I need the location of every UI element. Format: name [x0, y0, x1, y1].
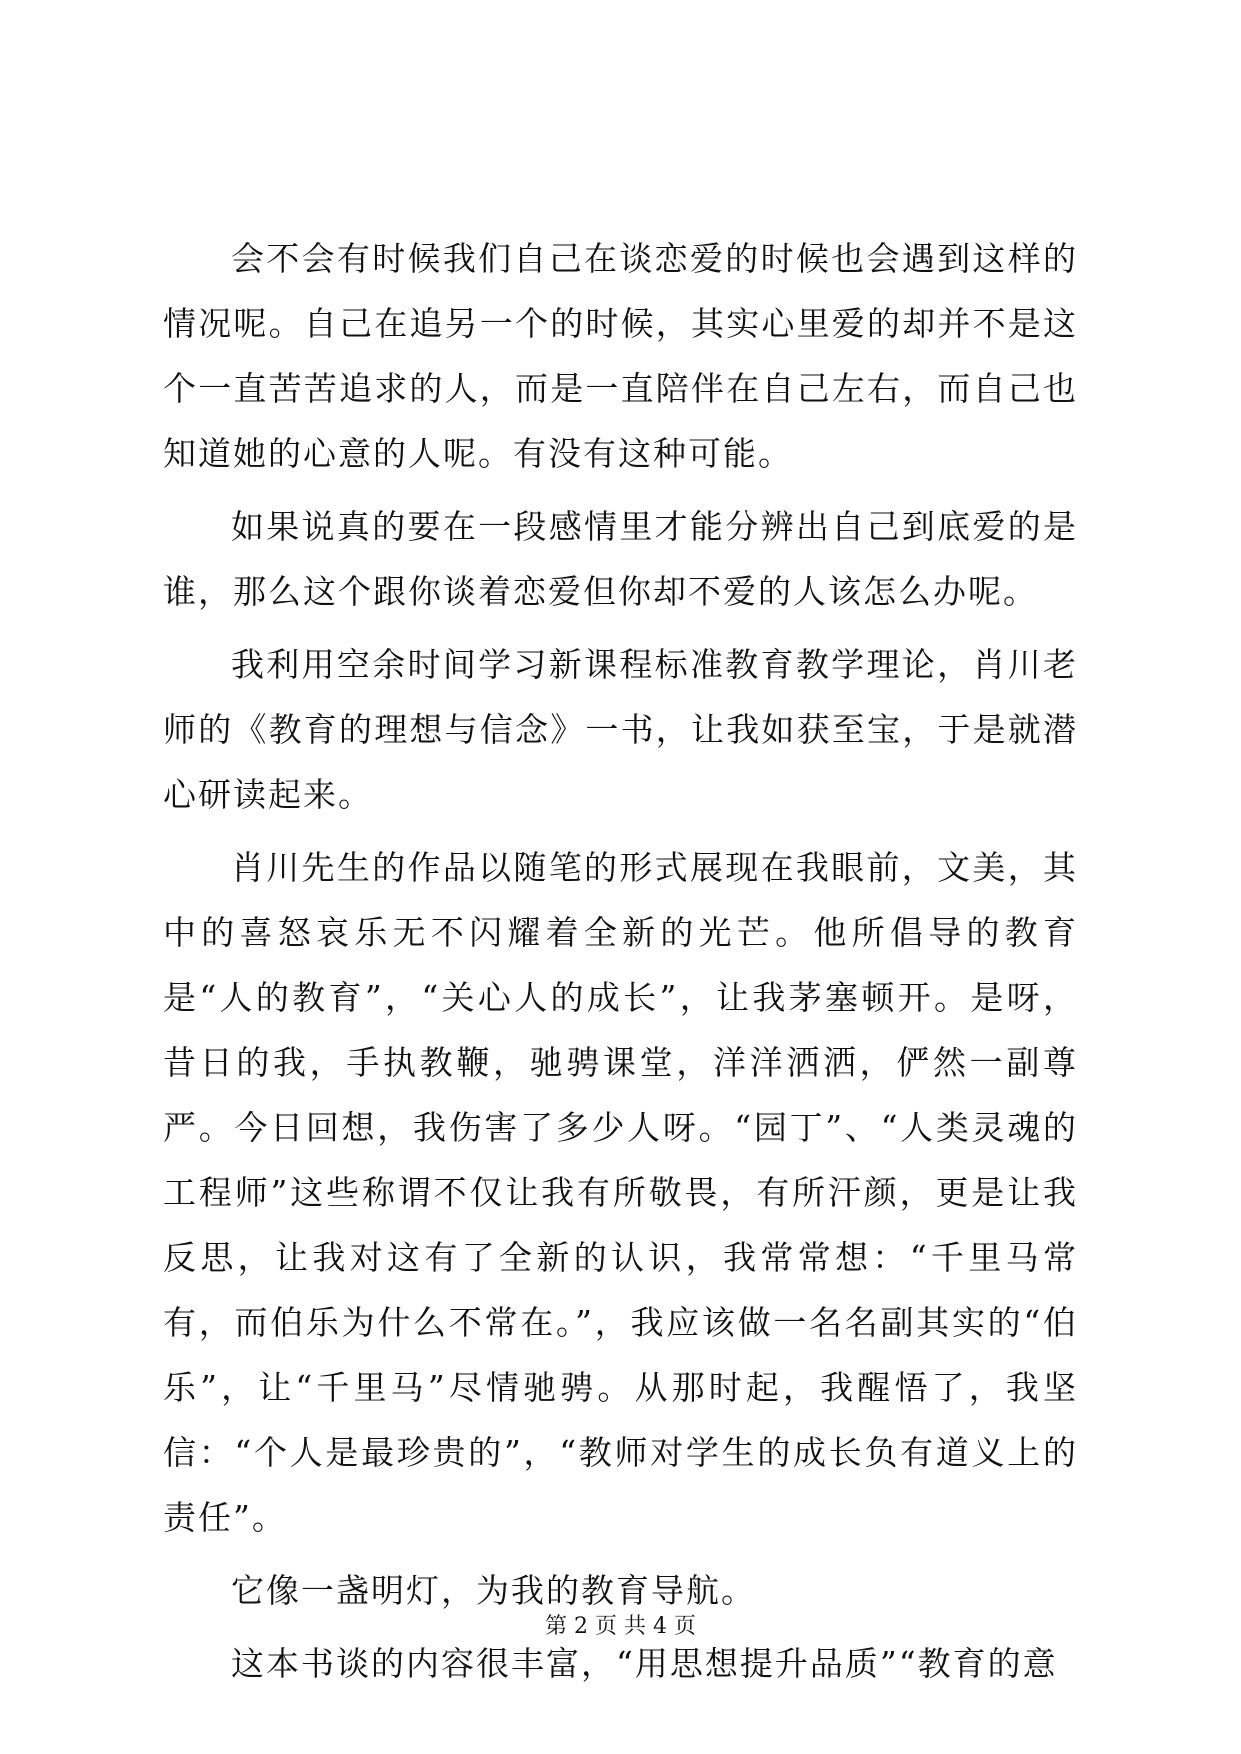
paragraph-6: 这本书谈的内容很丰富，“用思想提升品质”“教育的意: [231, 1644, 1058, 1683]
paragraph-5: 它像一盏明灯，为我的教育导航。: [231, 1571, 756, 1610]
paragraph-3: 我利用空余时间学习新课程标准教育教学理论，肖川老师的《教育的理想与信念》一书，让我如获至宝，于是就潜心研读起来。: [163, 645, 1078, 814]
paragraph-1: 会不会有时候我们自己在谈恋爱的时候也会遇到这样的情况呢。自己在追另一个的时候，其实心里爱的却并不是这个一直苦苦追求的人，而是一直陪伴在自己左右，而自己也知道她的心意的人呢。有没有这种可能。: [163, 239, 1078, 473]
page-number-footer: 第 2 页 共 4 页: [545, 1614, 696, 1639]
paragraph-2: 如果说真的要在一段感情里才能分辨出自己到底爱的是谁，那么这个跟你谈着恋爱但你却不爱的人该怎么办呢。: [163, 507, 1078, 611]
body-text: [163, 226, 1078, 1704]
paragraph-4: 肖川先生的作品以随笔的形式展现在我眼前，文美，其中的喜怒哀乐无不闪耀着全新的光芒。他所倡导的教育是“人的教育”，“关心人的成长”，让我茅塞顿开。是呀，昔日的我，手执教鞭，驰骋课堂，洋洋洒洒，俨然一副尊严。今日回想，我伤害了多少人呀。“园丁”、“人类灵魂的工程师”这些称谓不仅让我有所敬畏，有所汗颜，更是让我反思，让我对这有了全新的认识，我常常想：“千里马常有，而伯乐为什么不常在。”，我应该做一名名副其实的“伯乐”，让“千里马”尽情驰骋。从那时起，我醒悟了，我坚信：“个人是最珍贵的”，“教师对学生的成长负有道义上的责任”。: [163, 848, 1078, 1537]
